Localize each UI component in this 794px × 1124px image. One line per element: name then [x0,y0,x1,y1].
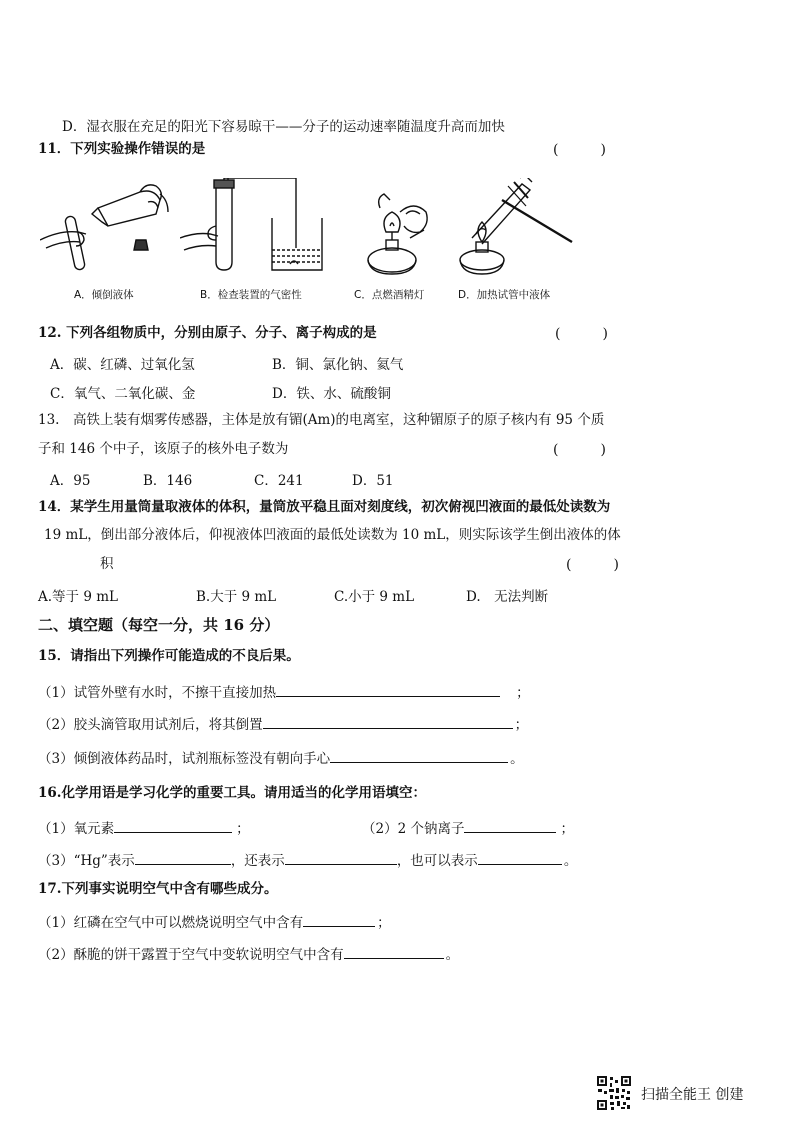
q16-item-3-blank-1[interactable] [135,850,231,865]
figure-d-heating-liquid [452,178,582,276]
q16-item-1 [38,818,250,838]
q12-option-c: C．氧气、二氧化碳、金 [50,386,196,402]
q14-answer-paren: ( ) [566,557,619,573]
q16-item-2-end: ； [560,821,574,837]
q12-option-b: B．铜、氯化钠、氦气 [272,357,404,373]
q13-option-a: A．95 [50,473,91,489]
figure-d-caption: D．加热试管中液体 [458,289,551,301]
q14-stem-line2: 19 mL，倒出部分液体后，仰视液体凹液面的最低处读数为 10 mL，则实际该学生倒出液体的体 [44,527,621,543]
q13-option-b: B．146 [143,473,193,489]
figure-a-pouring-liquid [40,178,170,276]
q16-item-3-text-c: ，也可以表示 [396,853,478,869]
q11-stem: 11．下列实验操作错误的是 [38,141,206,157]
figure-a-caption: A．倾倒液体 [74,289,134,301]
q17-item-2 [38,944,459,964]
q15-item-2 [38,714,528,734]
q15-item-1-blank[interactable] [276,682,500,697]
q14-option-c: C.小于 9 mL [334,589,415,605]
q14-option-a: A.等于 9 mL [38,589,118,605]
q16-item-3-blank-3[interactable] [478,850,562,865]
section-2-heading: 二、填空题（每空一分，共 16 分） [38,616,280,634]
q10-option-d: D．湿衣服在充足的阳光下容易晾干——分子的运动速率随温度升高而加快 [62,119,505,135]
q15-item-2-end: ； [514,717,529,733]
q17-item-2-text: （2）酥脆的饼干露置于空气中变软说明空气中含有 [38,947,344,963]
q17-item-2-blank[interactable] [344,944,444,959]
q16-item-3 [38,850,577,870]
q16-item-1-end: ； [236,821,250,837]
q15-item-1 [38,682,530,702]
q16-item-2-text: （2）2 个钠离子 [362,821,465,837]
q16-item-3-text-b: ，还表示 [230,853,285,869]
q15-item-3-blank[interactable] [330,748,508,763]
q16-item-1-blank[interactable] [114,818,232,833]
scanner-watermark-text: 扫描全能王 创建 [641,1087,744,1103]
q14-stem-line1: 14．某学生用量筒量取液体的体积，量筒放平稳且面对刻度线，初次俯视凹液面的最低处读数为 [38,499,611,515]
q17-item-1 [38,912,391,932]
figure-c-lighting-lamp [350,178,440,276]
q16-item-3-text-a: （3）“Hg”表示 [38,853,135,869]
q15-item-3-end: 。 [510,751,524,767]
q17-item-1-end: ； [377,915,391,931]
q11-answer-paren: ( ) [553,142,606,158]
figure-b-caption: B．检查装置的气密性 [200,289,302,301]
figure-b-airtightness [180,178,330,276]
q13-option-d: D．51 [352,473,394,489]
q14-option-b: B.大于 9 mL [196,589,277,605]
q12-answer-paren: ( ) [555,326,608,342]
q14-option-d: D. 无法判断 [466,589,549,605]
q12-option-a: A．碳、红磷、过氧化氢 [50,357,195,373]
q13-stem-line2: 子和 146 个中子，该原子的核外电子数为 [38,441,289,457]
figure-c-caption: C．点燃酒精灯 [354,289,425,301]
q15-item-2-text: （2）胶头滴管取用试剂后，将其倒置 [38,717,263,733]
q16-stem: 16.化学用语是学习化学的重要工具。请用适当的化学用语填空： [38,785,426,801]
q13-stem-line1: 13. 高铁上装有烟雾传感器，主体是放有镅(Am)的电离室，这种镅原子的原子核内有 95 个质 [38,412,605,428]
q13-option-c: C．241 [254,473,304,489]
qr-code-icon [596,1075,632,1111]
q15-item-3 [38,748,524,768]
q12-stem: 12. 下列各组物质中，分别由原子、分子、离子构成的是 [38,325,377,341]
q13-answer-paren: ( ) [553,442,606,458]
q17-item-1-text: （1）红磷在空气中可以燃烧说明空气中含有 [38,915,304,931]
q16-item-2 [362,818,574,838]
q16-item-1-text: （1）氧元素 [38,821,115,837]
q16-item-3-end: 。 [563,853,578,869]
q17-stem: 17.下列事实说明空气中含有哪些成分。 [38,881,278,897]
q17-item-1-blank[interactable] [303,912,375,927]
q15-item-2-blank[interactable] [263,714,513,729]
q12-option-d: D．铁、水、硫酸铜 [272,386,391,402]
q15-stem: 15．请指出下列操作可能造成的不良后果。 [38,648,300,664]
q17-item-2-end: 。 [445,947,460,963]
q16-item-3-blank-2[interactable] [285,850,397,865]
q14-stem-line3: 积 [100,556,114,572]
q16-item-2-blank[interactable] [464,818,556,833]
q15-item-1-text: （1）试管外壁有水时，不擦干直接加热 [38,685,277,701]
q15-item-1-end: ； [516,685,530,701]
q15-item-3-text: （3）倾倒液体药品时，试剂瓶标签没有朝向手心 [38,751,331,767]
